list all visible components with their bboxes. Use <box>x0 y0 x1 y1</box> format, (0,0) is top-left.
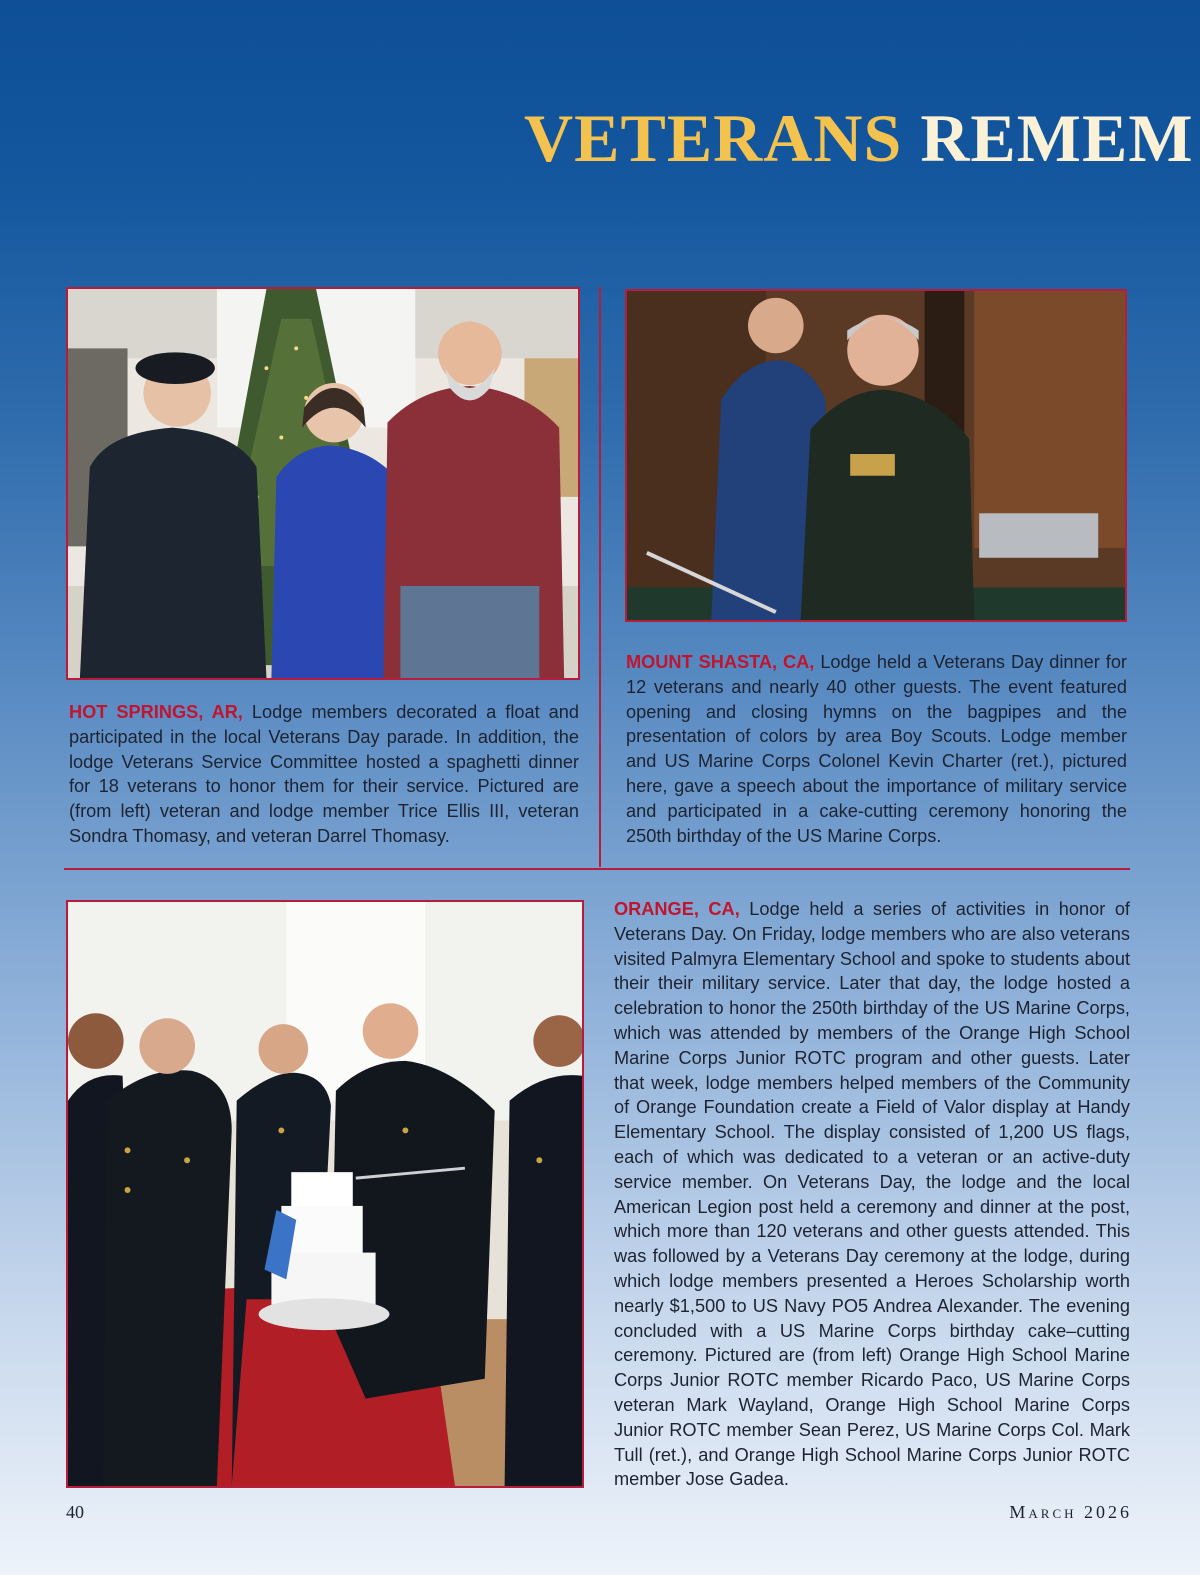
page-title-part-1: VETERANS <box>524 100 921 176</box>
section-divider <box>64 868 1130 870</box>
orange-location: ORANGE, CA, <box>614 899 740 919</box>
mount-shasta-caption <box>626 650 1127 848</box>
page-number: 40 <box>66 1502 84 1522</box>
mount-shasta-location: MOUNT SHASTA, CA, <box>626 652 815 672</box>
page-title-part-2: REMEM <box>920 100 1194 176</box>
hot-springs-photo <box>66 287 580 680</box>
hot-springs-caption <box>69 700 579 849</box>
orange-body: Lodge held a series of activities in honor of Veterans Day. On Friday, lodge members who are also veterans visited Palmyra Elementary School and spoke to students about their their military service. Later that day, the lodge hosted a celebration to honor the 250th birthday of the US Marine Corps, which was attended by members of the Orange High School Marine Corps Junior ROTC program and other guests. Later that week, lodge members helped members of the Community of Orange Foundation create a Field of Valor display at Handy Elementary School. The display consisted of 1,200 US flags, each of which was dedicated to a veteran or an active-duty service member. On Veterans Day, the lodge and the local American Legion post held a ceremony and dinner at the post, which more than 120 veterans and other guests attended. This was followed by a Veterans Day ceremony at the lodge, during which lodge members presented a Heroes Scholarship worth nearly $1,500 to US Navy PO5 Andrea Alexander. The evening concluded with a US Marine Corps birthday cake–cutting ceremony. Pictured are (from left) Orange High School Marine Corps Junior ROTC member Ricardo Paco, US Marine Corps veteran Mark Wayland, Orange High School Marine Corps Junior ROTC member Sean Perez, US Marine Corps Col. Mark Tull (ret.), and Orange High School Marine Corps Junior ROTC member Jose Gadea. <box>614 899 1130 1490</box>
orange-photo <box>66 900 584 1488</box>
mount-shasta-photo <box>625 289 1127 622</box>
issue-date: March 2026 <box>1009 1502 1132 1522</box>
hot-springs-location: HOT SPRINGS, AR, <box>69 702 243 722</box>
mount-shasta-body: Lodge held a Veterans Day dinner for 12 veterans and nearly 40 other guests. The event featured opening and closing hymns on the bagpipes and the presentation of colors by area Boy Scouts. Lodge member and US Marine Corps Colonel Kevin Charter (ret.), pictured here, gave a speech about the importance of military service and participated in a cake-cutting ceremony honoring the 250th birthday of the US Marine Corps. <box>626 652 1127 846</box>
hot-springs-body: Lodge members decorated a float and participated in the local Veterans Day parade. In addition, the lodge Veterans Service Committee hosted a spaghetti dinner for 18 veterans to honor them for their service. Pictured are (from left) veteran and lodge member Trice Ellis III, veteran Sondra Thomasy, and veteran Darrel Thomasy. <box>69 702 579 846</box>
page-title <box>524 100 1194 176</box>
column-divider <box>599 287 601 867</box>
orange-caption <box>614 897 1130 1492</box>
